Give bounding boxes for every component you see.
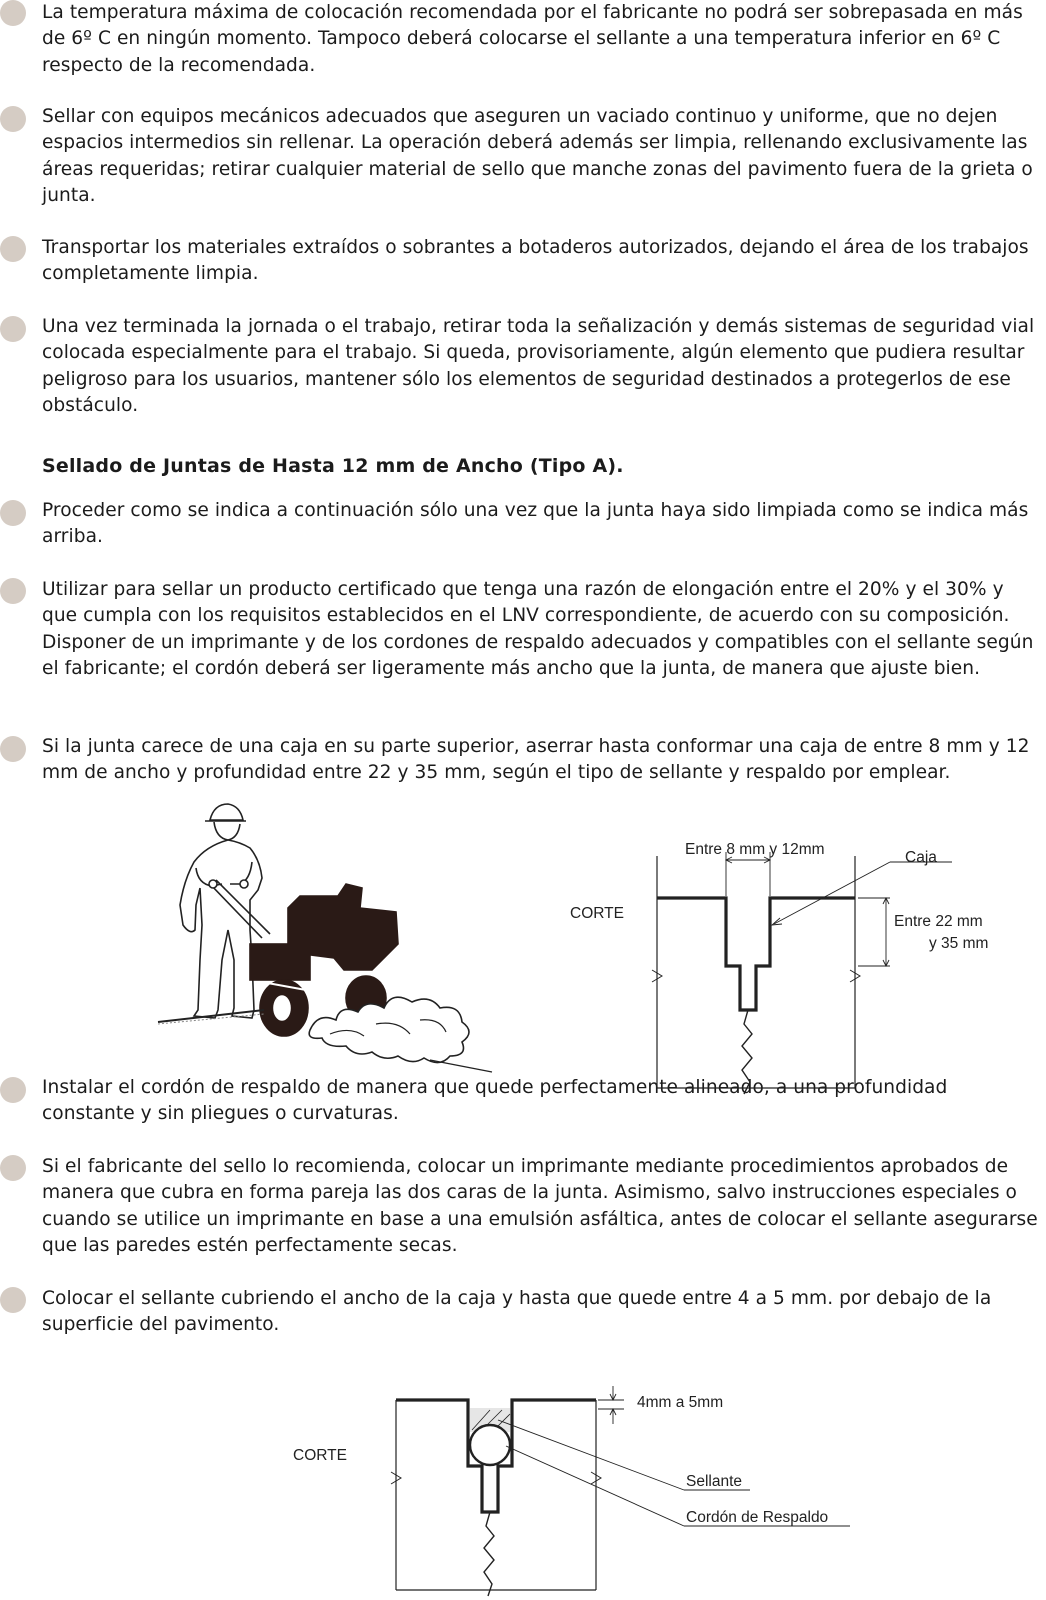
fig1-corte-label: CORTE xyxy=(570,905,624,922)
paragraph-primer: Si el fabricante del sello lo recomienda, colocar un imprimante mediante procedimientos aprobados de manera que cubra en forma pareja las dos caras de la junta. Asimismo, salvo instrucciones especiales o cuando se utilice un imprimante en base a una emulsión asfáltica, antes de colocar el sellante asegurarse que las paredes estén perfectamente secas. xyxy=(42,1156,1038,1257)
fig2-cordon-label: Cordón de Respaldo xyxy=(686,1509,829,1526)
fig2-sellante-label: Sellante xyxy=(686,1473,743,1490)
paragraph-temperature: La temperatura máxima de colocación recomendada por el fabricante no podrá ser sobrepasada en más de 6º C en ningún momento. Tampoco deberá colocarse el sellante a una temperatura inferior en 6º C respecto de la recomendada. xyxy=(42,2,1023,76)
paragraph-certified-product: Utilizar para sellar un producto certificado que tenga una razón de elongación entre el 20% y el 30% y que cumpla con los requisitos establecidos en el LNV correspondiente, de acuerdo con su composición. Disponer de un imprimante y de los cordones de respaldo adecuados y compatibles con el sellante según el fabricante; el cordón deberá ser ligeramente más ancho que la junta, de manera que ajuste bien. xyxy=(42,579,1034,680)
sealant-backer-rod-diagram xyxy=(391,1386,850,1596)
fig1-width-label: Entre 8 mm y 12mm xyxy=(685,841,825,858)
paragraph-proceed: Proceder como se indica a continuación sólo una vez que la junta haya sido limpiada como se indica más arriba. xyxy=(42,500,1029,548)
section-heading: Sellado de Juntas de Hasta 12 mm de Ancho (Tipo A). xyxy=(42,455,624,477)
joint-box-diagram xyxy=(652,852,952,1094)
fig2-corte-label: CORTE xyxy=(293,1447,347,1464)
fig1-depth-label-1: Entre 22 mm xyxy=(894,913,983,930)
paragraph-transport: Transportar los materiales extraídos o sobrantes a botaderos autorizados, dejando el área de los trabajos completamente limpia. xyxy=(42,237,1029,285)
paragraph-apply-sealant: Colocar el sellante cubriendo el ancho de la caja y hasta que quede entre 4 a 5 mm. por debajo de la superficie del pavimento. xyxy=(42,1288,992,1336)
fig1-caja-label: Caja xyxy=(905,849,937,866)
paragraph-sealing-equipment: Sellar con equipos mecánicos adecuados que aseguren un vaciado continuo y uniforme, que no dejen espacios intermedios sin rellenar. La operación deberá además ser limpia, rellenando exclusivamente las áreas requeridas; retirar cualquier material de sello que manche zonas del pavimento fuera de la grieta o junta. xyxy=(42,106,1033,207)
fig2-gap-label: 4mm a 5mm xyxy=(637,1394,724,1411)
paragraph-end-of-work: Una vez terminada la jornada o el trabajo, retirar toda la señalización y demás sistemas de seguridad vial colocada especialmente para el trabajo. Si queda, provisoriamente, algún elemento que pudiera resultar peligroso para los usuarios, mantener sólo los elementos de seguridad destinados a protegerlos de ese obstáculo. xyxy=(42,316,1035,417)
worker-saw-illustration xyxy=(158,804,492,1072)
paragraph-backer-rod: Instalar el cordón de respaldo de manera que quede perfectamente alineado, a una profundidad constante y sin pliegues o curvaturas. xyxy=(42,1077,948,1125)
fig1-depth-label-2: y 35 mm xyxy=(929,935,989,952)
paragraph-saw-box: Si la junta carece de una caja en su parte superior, aserrar hasta conformar una caja de entre 8 mm y 12 mm de ancho y profundidad entre 22 y 35 mm, según el tipo de sellante y respaldo por emplear. xyxy=(42,736,1030,784)
